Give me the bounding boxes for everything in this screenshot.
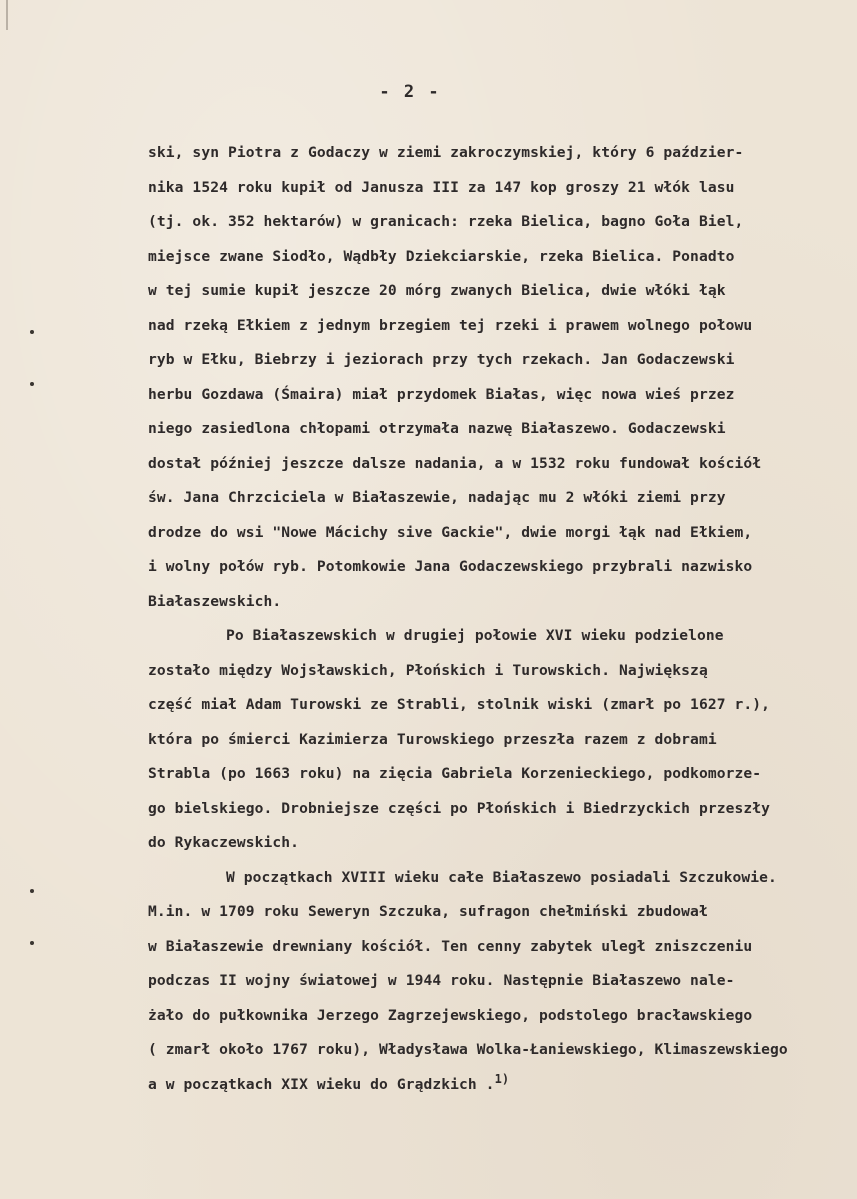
margin-dot	[30, 941, 34, 945]
text-line-content: a w początkach XIX wieku do Grądzkich .	[148, 1075, 495, 1093]
text-line: ryb w Ełku, Biebrzy i jeziorach przy tych rzekach. Jan Godaczewski	[148, 351, 735, 368]
page-number: - 2 -	[379, 82, 441, 102]
margin-dot	[30, 382, 34, 386]
text-line: która po śmierci Kazimierza Turowskiego przeszła razem z dobrami	[148, 730, 717, 748]
body-text	[148, 136, 853, 1102]
paragraph	[148, 136, 853, 619]
margin-dot	[30, 889, 34, 893]
text-line: go bielskiego. Drobniejsze części po Płońskich i Biedrzyckich przeszły	[148, 799, 771, 817]
text-line: Strabla (po 1663 roku) na zięcia Gabriela Korzenieckiego, podkomorze-	[148, 765, 762, 782]
paragraph	[148, 619, 853, 861]
paragraph	[148, 861, 853, 1103]
text-line: i wolny połów ryb. Potomkowie Jana Godaczewskiego przybrali nazwisko	[148, 558, 753, 575]
text-line: dostał później jeszcze dalsze nadania, a w 1532 roku fundował kościół	[148, 454, 762, 472]
text-line: Białaszewskich.	[148, 592, 282, 610]
text-line: w Białaszewie drewniany kościół. Ten cenny zabytek uległ zniszczeniu	[148, 937, 753, 955]
text-line: żało do pułkownika Jerzego Zagrzejewskiego, podstolego bracławskiego	[148, 1006, 753, 1024]
text-line: miejsce zwane Siodło, Wądbły Dziekciarskie, rzeka Bielica. Ponadto	[148, 247, 735, 265]
text-line: do Rykaczewskich.	[148, 834, 300, 851]
text-line: M.in. w 1709 roku Seweryn Szczuka, sufragon chełmiński zbudował	[148, 903, 708, 920]
text-line: ski, syn Piotra z Godaczy w ziemi zakroczymskiej, który 6 paździer-	[148, 144, 744, 161]
text-line: W początkach XVIII wieku całe Białaszewo posiadali Szczukowie.	[226, 868, 777, 886]
text-line: zostało między Wojsławskich, Płońskich i Turowskich. Największą	[148, 661, 708, 679]
footnote-reference: 1)	[494, 1071, 510, 1086]
text-line: nad rzeką Ełkiem z jednym brzegiem tej rzeki i prawem wolnego połowu	[148, 316, 753, 334]
text-line: herbu Gozdawa (Śmaira) miał przydomek Białas, więc nowa wieś przez	[148, 385, 735, 403]
text-line: Po Białaszewskich w drugiej połowie XVI wieku podzielone	[226, 627, 724, 644]
text-line: w tej sumie kupił jeszcze 20 mórg zwanych Bielica, dwie włóki łąk	[148, 282, 726, 299]
margin-dot	[30, 330, 34, 334]
text-line: nika 1524 roku kupił od Janusza III za 147 kop groszy 21 włók lasu	[148, 178, 735, 196]
text-line: ( zmarł około 1767 roku), Władysława Wolka-Łaniewskiego, Klimaszewskiego	[148, 1041, 788, 1058]
text-line: (tj. ok. 352 hektarów) w granicach: rzeka Bielica, bagno Goła Biel,	[148, 213, 744, 230]
text-line	[148, 1068, 853, 1103]
text-line: drodze do wsi "Nowe Mácichy sive Gackie", dwie morgi łąk nad Ełkiem,	[148, 523, 753, 541]
text-line: część miał Adam Turowski ze Strabli, stolnik wiski (zmarł po 1627 r.),	[148, 696, 771, 713]
text-line: św. Jana Chrzciciela w Białaszewie, nadając mu 2 włóki ziemi przy	[148, 489, 726, 506]
text-line: podczas II wojny światowej w 1944 roku. Następnie Białaszewo nale-	[148, 972, 735, 989]
scan-edge-mark	[6, 0, 8, 30]
text-line: niego zasiedlona chłopami otrzymała nazwę Białaszewo. Godaczewski	[148, 420, 726, 437]
